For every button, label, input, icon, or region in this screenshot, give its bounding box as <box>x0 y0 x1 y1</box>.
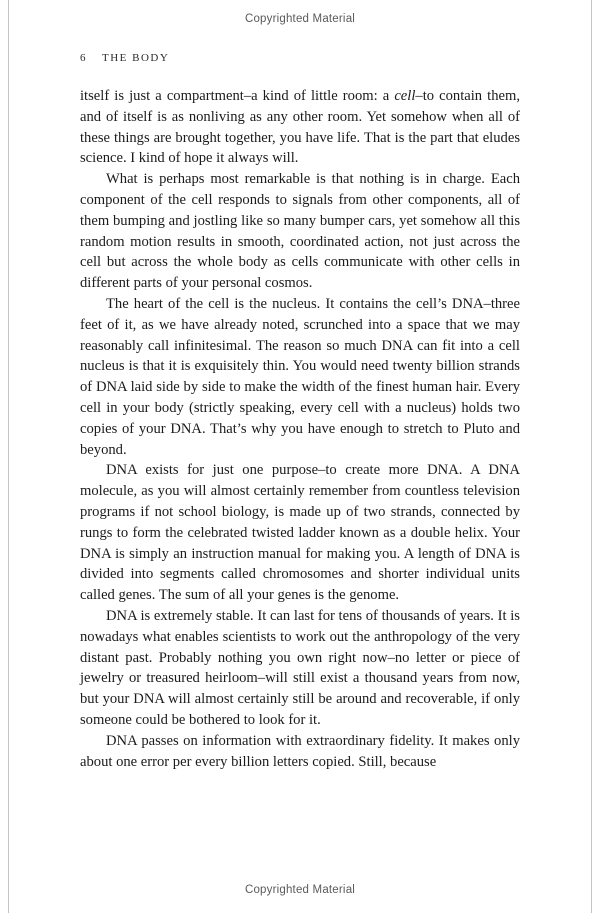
paragraph-4: DNA exists for just one purpose–to create more DNA. A DNA molecule, as you will almost certainly remember from countless television programs if not school biology, is made up of two strands, connected by rungs to form the celebrated twisted ladder known as a double helix. Your DNA is simply an instruction manual for making you. A length of DNA is divided into segments called chromosomes and shorter individual units called genes. The sum of all your genes is the genome. <box>80 462 520 604</box>
book-title: THE BODY <box>102 52 170 64</box>
paragraph-1 <box>80 86 520 169</box>
italic-word-cell: cell <box>394 88 416 104</box>
paragraph-text: –to contain them, and of itself is as nonliving as any other room. Yet somehow when all of these things are brought together, you have life. That is the part that eludes science. I kind of hope it always will. <box>80 88 520 167</box>
paragraph-text: itself is just a compartment–a kind of little room: a <box>80 88 395 104</box>
paragraph-6: DNA passes on information with extraordinary fidelity. It makes only about one error per every billion letters copied. Still, because <box>80 732 520 770</box>
paragraph-3: The heart of the cell is the nucleus. It contains the cell’s DNA–three feet of it, as we have already noted, scrunched into a space that we may reasonably call infinitesimal. The reason so much DNA can fit into a cell nucleus is that it is exquisitely thin. You would need twenty billion strands of DNA laid side by side to make the width of the finest human hair. Every cell in your body (strictly speaking, every cell with a nucleus) holds two copies of your DNA. That’s why you have enough to stretch to Pluto and beyond. <box>80 295 520 458</box>
running-header <box>80 52 169 64</box>
paragraph-5: DNA is extremely stable. It can last for tens of thousands of years. It is nowadays what enables scientists to work out the anthropology of the very distant past. Probably nothing you own right now–no letter or piece of jewelry or treasured heirloom–will still exist a thousand years from now, but your DNA will almost certainly still be around and recoverable, if only someone could be bothered to look for it. <box>80 607 520 728</box>
page-number: 6 <box>80 52 86 64</box>
copyright-notice-bottom: Copyrighted Material <box>244 884 356 896</box>
page-edge-right <box>591 0 592 913</box>
body-text <box>80 86 520 772</box>
paragraph-2: What is perhaps most remarkable is that nothing is in charge. Each component of the cell responds to signals from other components, all of them bumping and jostling like so many bumper cars, yet somehow all this random motion results in smooth, coordinated action, not just across the cell but across the whole body as cells communicate with other cells in different parts of your personal cosmos. <box>80 171 520 292</box>
copyright-notice-top: Copyrighted Material <box>244 13 356 25</box>
page-edge-left <box>8 0 9 913</box>
